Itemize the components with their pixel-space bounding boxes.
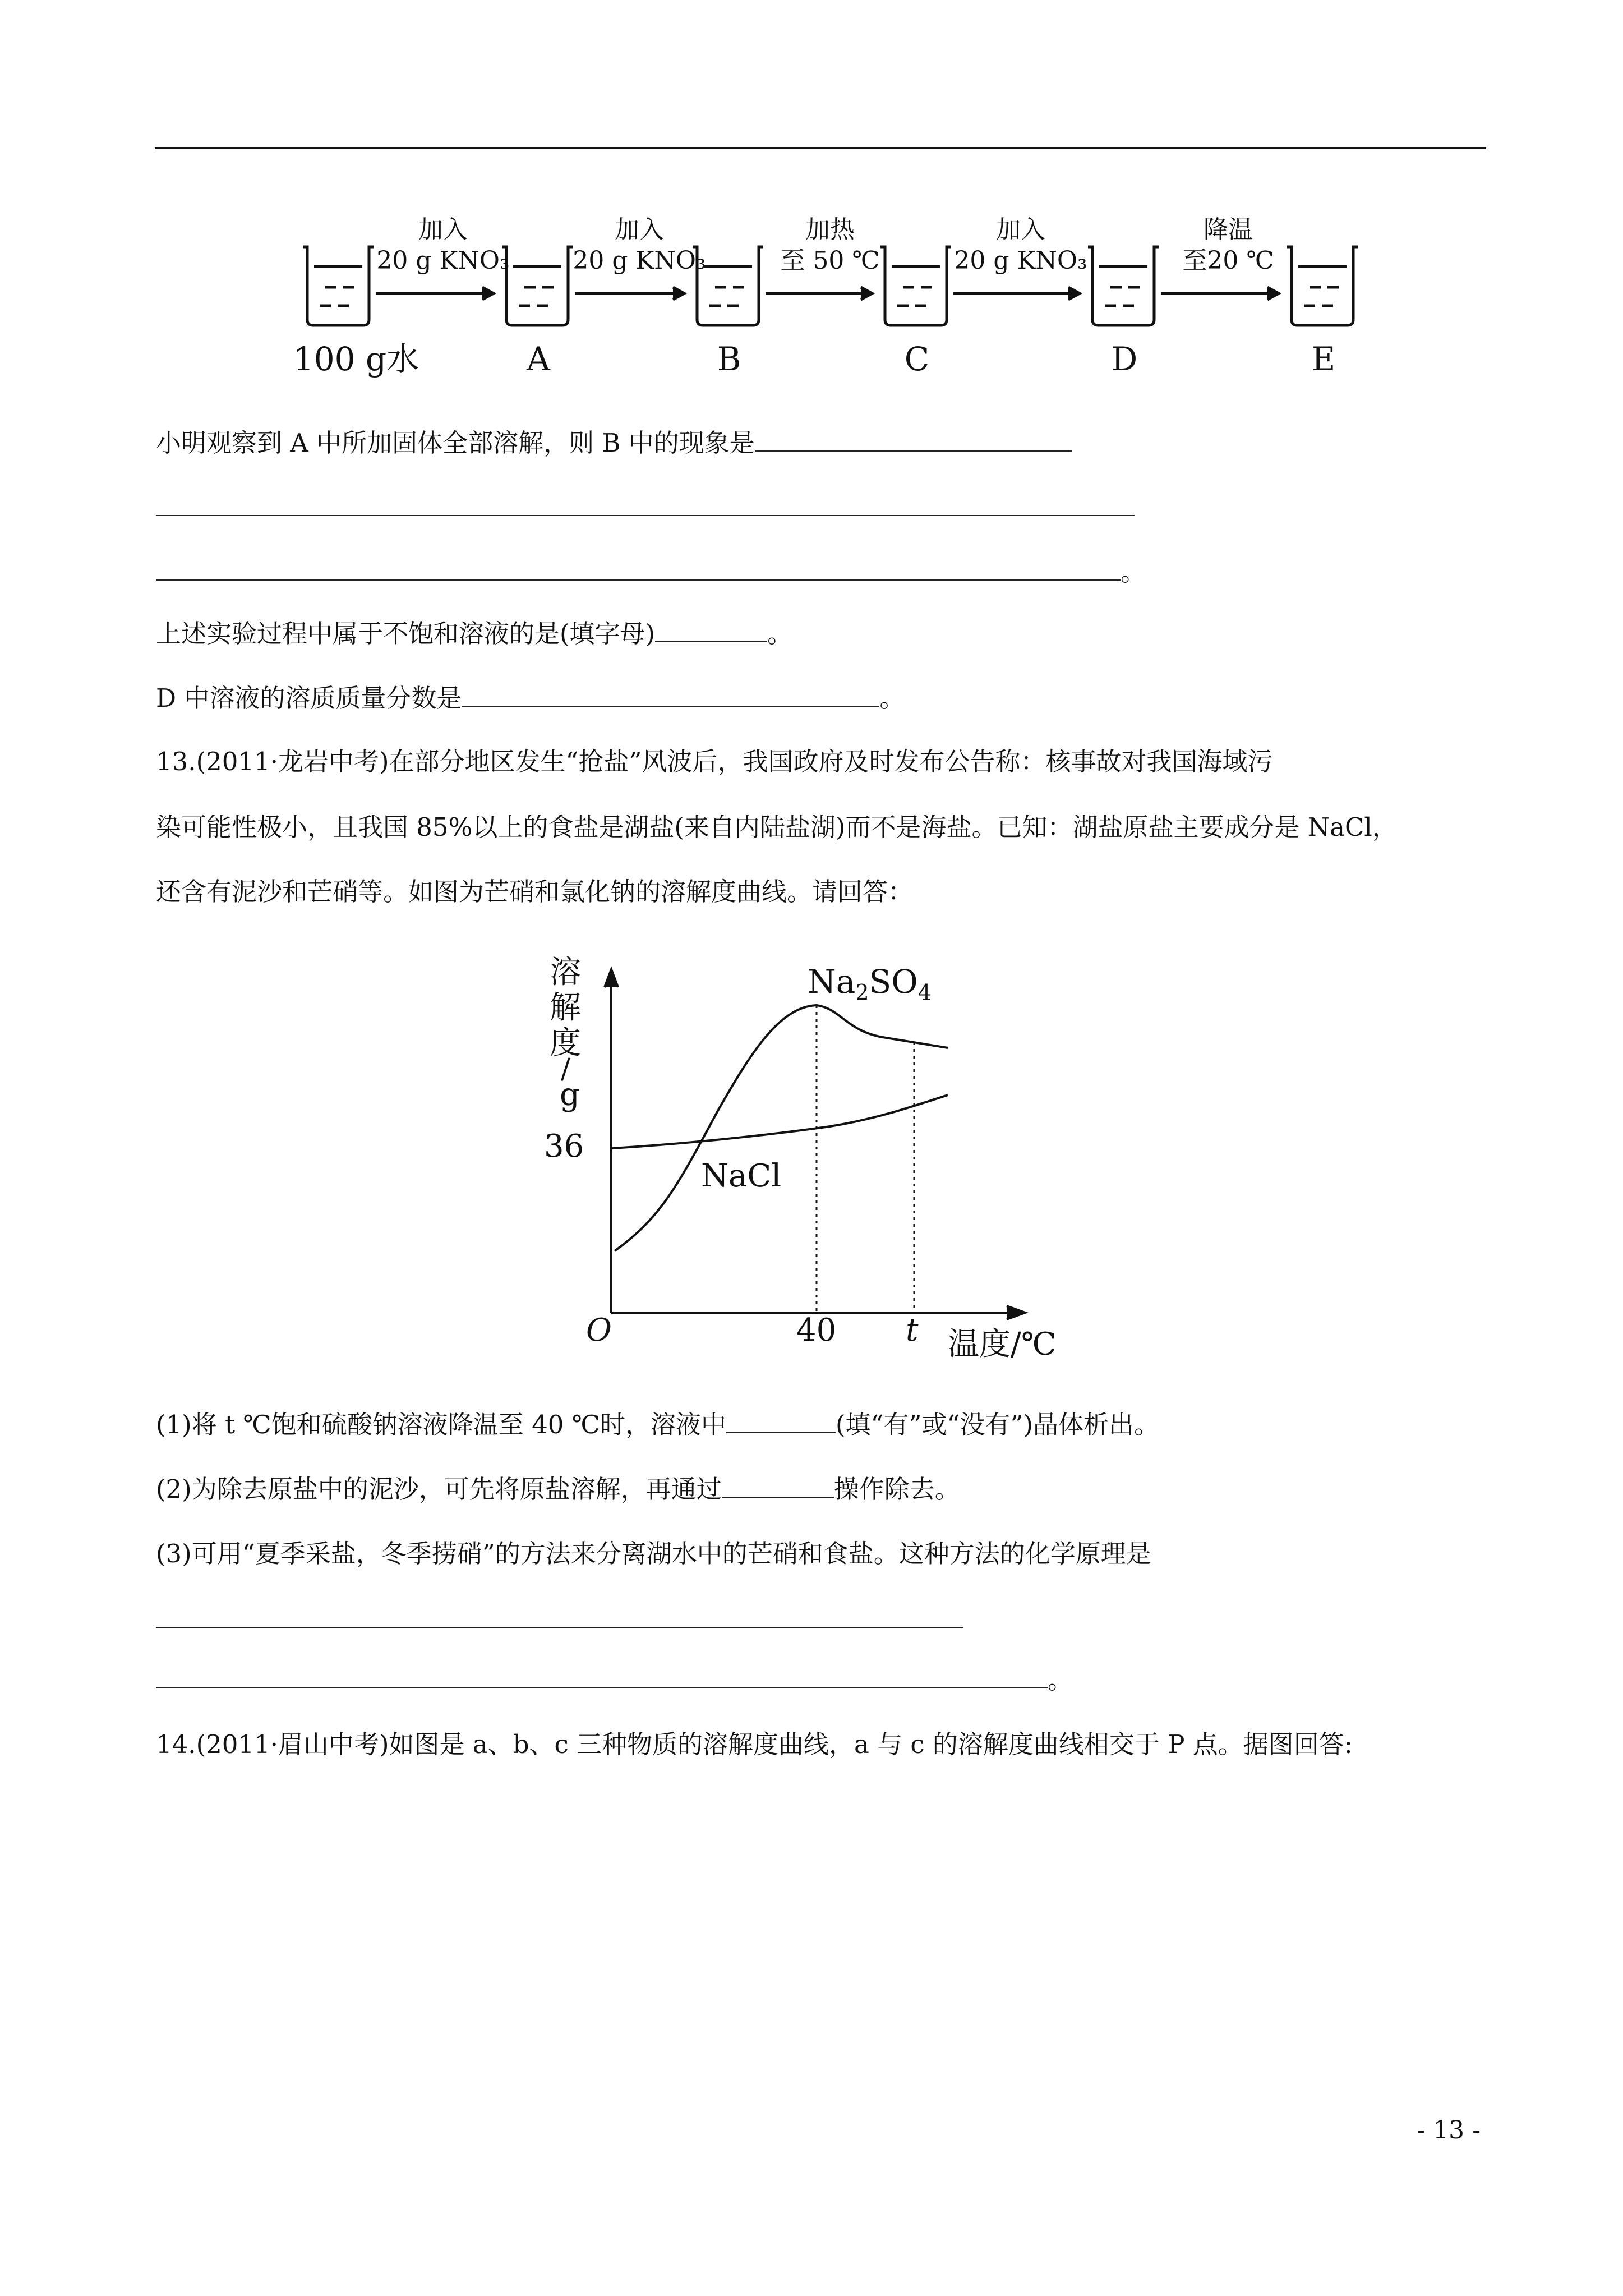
arrow-2	[575, 287, 684, 300]
arrow-4	[953, 287, 1080, 300]
step-3-top: 加热	[805, 215, 855, 244]
step-5-top: 降温	[1204, 215, 1253, 244]
step-3-bottom: 至 50 ℃	[780, 246, 880, 275]
answer-blank-operation[interactable]	[722, 1474, 834, 1498]
y-label-char-1: 溶	[550, 954, 581, 991]
q14-text: 14.(2011·眉山中考)如图是 a、b、c 三种物质的溶解度曲线，a 与 c 的溶解度曲线相交于 P 点。据图回答:	[156, 1729, 1353, 1759]
origin-label: O	[586, 1312, 612, 1349]
arrow-1	[376, 287, 494, 300]
q13-sub3-line2	[156, 1663, 1073, 1697]
page-number: - 13 -	[1417, 2116, 1481, 2145]
answer-blank-b-phenomenon[interactable]	[755, 428, 1072, 452]
step-4-bottom: 20 g KNO₃	[954, 246, 1087, 275]
beaker-label-a: A	[527, 340, 550, 378]
q13-sub2	[156, 1473, 960, 1506]
q13-intro-line2: 染可能性极小，且我国 85%以上的食盐是湖盐(来自内陆盐湖)而不是海盐。已知：湖盐原盐主要成分是 NaCl，	[156, 812, 1398, 842]
answer-blank-line-2[interactable]	[156, 515, 1135, 516]
answer-blank-principle-2[interactable]	[156, 1665, 1048, 1688]
q13-sub3: (3)可用“夏季采盐，冬季捞硝”的方法来分离湖水中的芒硝和食盐。这种方法的化学原理是	[156, 1539, 1151, 1568]
x-tick-40: 40	[796, 1312, 837, 1349]
answer-blank-mass-fraction[interactable]	[462, 683, 879, 707]
q12-line5	[156, 682, 905, 715]
step-1-top: 加入	[418, 215, 468, 244]
beaker-label-e: E	[1311, 340, 1336, 378]
series-label-nacl: NaCl	[701, 1158, 782, 1194]
step-5-bottom: 至20 ℃	[1182, 246, 1274, 275]
q12-line1	[156, 426, 1072, 460]
y-tick-36: 36	[544, 1128, 584, 1165]
period: 。	[767, 619, 793, 648]
arrow-5	[1161, 287, 1279, 300]
period: 。	[1048, 1665, 1073, 1695]
period: 。	[1121, 557, 1146, 587]
answer-blank-line-3[interactable]	[156, 557, 1121, 581]
q13-sub1	[156, 1408, 1159, 1442]
y-label-char-3: 度	[550, 1025, 581, 1061]
q12-line4	[156, 617, 792, 651]
step-2-bottom: 20 g KNO₃	[573, 246, 706, 275]
x-axis-label: 温度/℃	[948, 1326, 1057, 1363]
y-label-char-2: 解	[550, 990, 581, 1026]
q13-intro-line1: 13.(2011·龙岩中考)在部分地区发生“抢盐”风波后，我国政府及时发布公告称：核事故对我国海域污	[156, 747, 1273, 776]
q13-sub2-text-b: 操作除去。	[833, 1474, 960, 1504]
x-axis-arrow	[1007, 1306, 1025, 1319]
x-tick-t: t	[906, 1312, 919, 1349]
step-4-top: 加入	[996, 215, 1045, 244]
q12-mass-fraction-text: D 中溶液的溶质质量分数是	[156, 683, 462, 713]
y-label-unit: g	[560, 1076, 580, 1113]
beaker-label-water: 100 g水	[293, 340, 419, 378]
step-1-bottom: 20 g KNO₃	[376, 246, 510, 275]
y-label-slash: /	[561, 1052, 570, 1085]
beaker-label-d: D	[1111, 340, 1138, 378]
beaker-1	[303, 247, 374, 325]
answer-blank-principle-1[interactable]	[156, 1627, 963, 1628]
series-label-na2so4: $Na_2SO_4$	[808, 963, 932, 1005]
period: 。	[879, 683, 905, 713]
q13-sub1-text-b: (填“有”或“没有”)晶体析出。	[835, 1410, 1160, 1439]
beaker-5	[1088, 247, 1159, 325]
q12-line3	[156, 555, 1146, 589]
q12-unsaturated-text: 上述实验过程中属于不饱和溶液的是(填字母)	[156, 619, 656, 648]
q13-sub2-text-a: (2)为除去原盐中的泥沙，可先将原盐溶解，再通过	[156, 1474, 722, 1504]
q13-sub1-text-a: (1)将 t ℃饱和硫酸钠溶液降温至 40 ℃时，溶液中	[156, 1410, 726, 1439]
header-rule	[155, 147, 1486, 149]
series-na2so4-curve	[615, 1005, 948, 1251]
q12-line1-text: 小明观察到 A 中所加固体全部溶解，则 B 中的现象是	[156, 428, 755, 458]
solubility-chart	[538, 948, 1077, 1374]
series-nacl-curve	[611, 1095, 948, 1148]
y-axis-arrow	[605, 969, 618, 987]
arrow-3	[766, 287, 872, 300]
step-2-top: 加入	[615, 215, 664, 244]
beaker-label-c: C	[904, 340, 930, 378]
beaker-label-b: B	[717, 340, 741, 378]
answer-blank-crystals[interactable]	[726, 1410, 836, 1433]
q13-intro-line3: 还含有泥沙和芒硝等。如图为芒硝和氯化钠的溶解度曲线。请回答：	[156, 877, 914, 907]
answer-blank-unsaturated[interactable]	[655, 619, 767, 642]
